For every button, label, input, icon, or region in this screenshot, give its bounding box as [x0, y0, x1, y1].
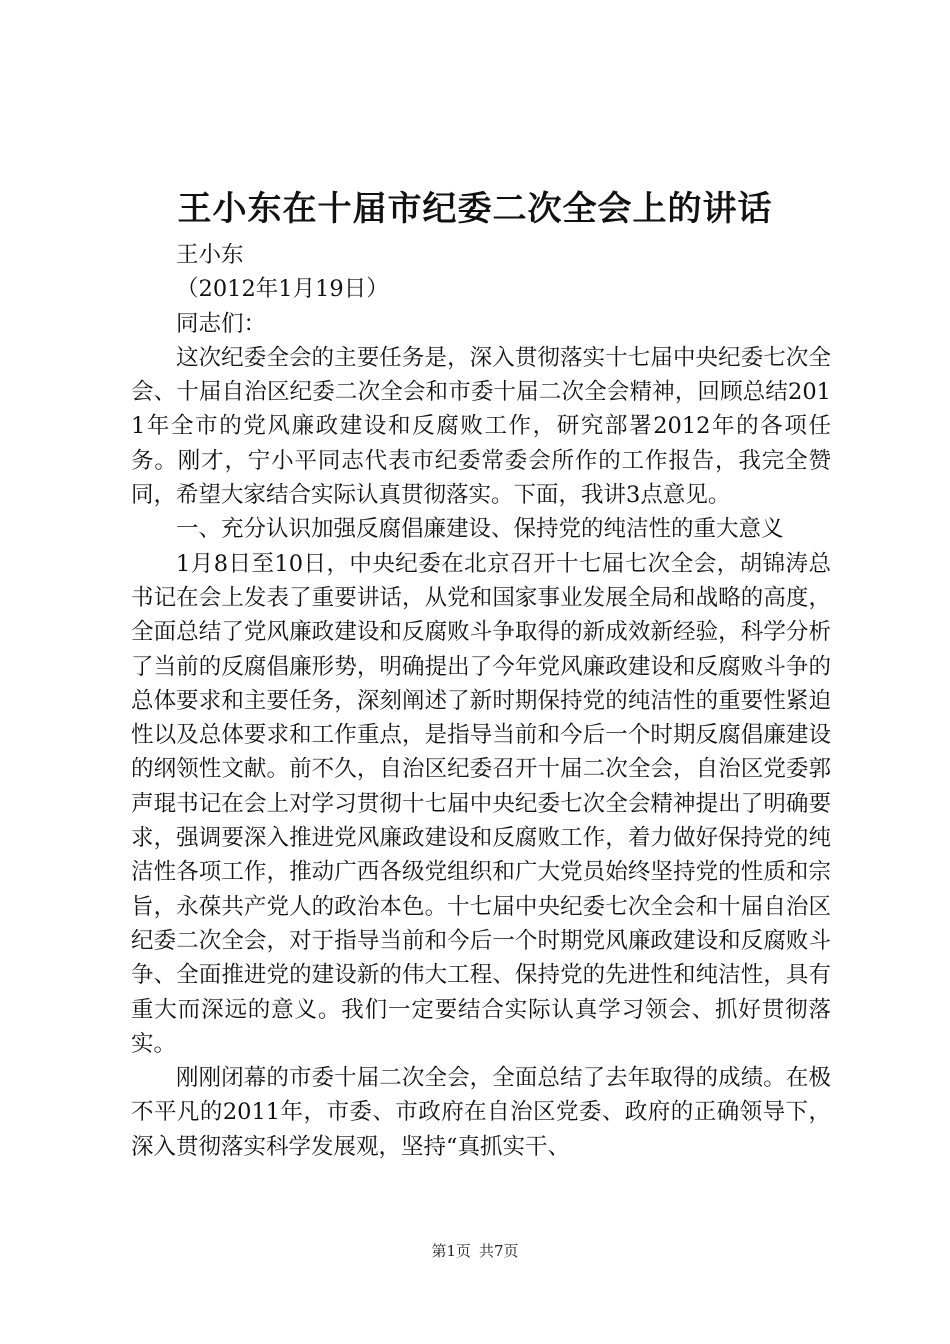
page-number: 第1页 [431, 1242, 471, 1260]
date-line: （2012年1月19日） [176, 276, 389, 303]
page-footer [0, 1241, 950, 1261]
section-heading: 一、充分认识加强反腐倡廉建设、保持党的纯洁性的重大意义 [176, 516, 784, 543]
salutation-line: 同志们： [176, 310, 267, 337]
paragraph: 刚刚闭幕的市委十届二次全会，全面总结了去年取得的成绩。在极不平凡的2011年，市委、市政府在自治区党委、政府的正确领导下，深入贯彻落实科学发展观，坚持“真抓实干、 [131, 1065, 831, 1160]
document-title: 王小东在十届市纪委二次全会上的讲话 [177, 189, 773, 229]
page-total: 共7页 [479, 1242, 519, 1260]
author-line: 王小东 [176, 242, 244, 268]
paragraph: 1月8日至10日，中央纪委在北京召开十七届七次全会，胡锦涛总书记在会上发表了重要讲话，从党和国家事业发展全局和战略的高度，全面总结了党风廉政建设和反腐败斗争取得的新成效新经验，科学分析了当前的反腐倡廉形势，明确提出了今年党风廉政建设和反腐败斗争的总体要求和主要任务，深刻阐述了新时期保持党的纯洁性的重要性紧迫性以及总体要求和工作重点，是指导当前和今后一个时期反腐倡廉建设的纲领性文献。前不久，自治区纪委召开十届二次全会，自治区党委郭声琨书记在会上对学习贯彻十七届中央纪委七次全会精神提出了明确要求，强调要深入推进党风廉政建设和反腐败工作，着力做好保持党的纯洁性各项工作，推动广西各级党组织和广大党员始终坚持党的性质和宗旨，永葆共产党人的政治本色。十七届中央纪委七次全会和十届自治区纪委二次全会，对于指导当前和今后一个时期党风廉政建设和反腐败斗争、全面推进党的建设新的伟大工程、保持党的先进性和纯洁性，具有重大而深远的意义。我们一定要结合实际认真学习领会、抓好贯彻落实。 [131, 550, 831, 1057]
document-body [131, 238, 831, 1164]
paragraph: 这次纪委全会的主要任务是，深入贯彻落实十七届中央纪委七次全会、十届自治区纪委二次全会和市委十届二次全会精神，回顾总结2011年全市的党风廉政建设和反腐败工作，研究部署2012年的各项任务。刚才，宁小平同志代表市纪委常委会所作的工作报告，我完全赞同，希望大家结合实际认真贯彻落实。下面，我讲3点意见。 [131, 344, 831, 509]
